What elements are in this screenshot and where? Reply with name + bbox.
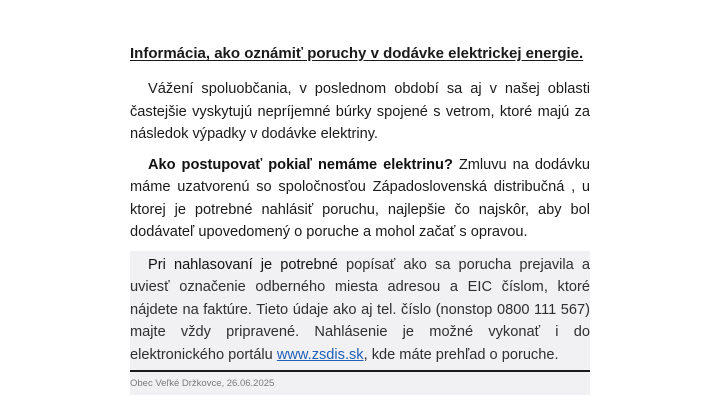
document-page [130,44,590,395]
paragraph-procedure [130,154,590,244]
reporting-section [130,251,590,373]
document-title: Informácia, ako oznámiť poruchy v dodávke elektrickej energie. [130,45,584,62]
procedure-question: Ako postupovať pokiaľ nemáme elektrinu? [148,156,453,173]
zsdis-portal-link[interactable]: www.zsdis.sk [276,346,364,363]
document-footer: Obec Veľké Držkovce, 26.06.2025 [130,372,590,395]
procedure-text: Zmluvu na dodávku máme uzatvorenú so spoločnosťou Západoslovenská distribučná , u ktorej je potrebné nahlásiť poruchu, najlepšie čo najskôr, aby bol dodávateľ upovedomený o poruche a mohol začať s opravou. [130,156,590,240]
paragraph-reporting [130,254,590,367]
reporting-text: popísať ako sa porucha prejavila a uviesť označenie odberného miesta adresou a EIC číslom, ktoré nájdete na faktúre. Tieto údaje ako aj tel. číslo (nonstop 0800 111 567) majte vždy pripravené. Nahlásenie je možné vykonať i do elektronického portálu [130,256,590,363]
reporting-lead: Pri nahlasovaní je potrebné [148,256,338,273]
reporting-end: , kde máte prehľad o poruche. [363,346,559,363]
paragraph-intro: Vážení spoluobčania, v poslednom období sa aj v našej oblasti častejšie vyskytujú nepríjemné búrky spojené s vetrom, ktoré majú za následok výpadky v dodávke elektriny. [130,81,590,142]
